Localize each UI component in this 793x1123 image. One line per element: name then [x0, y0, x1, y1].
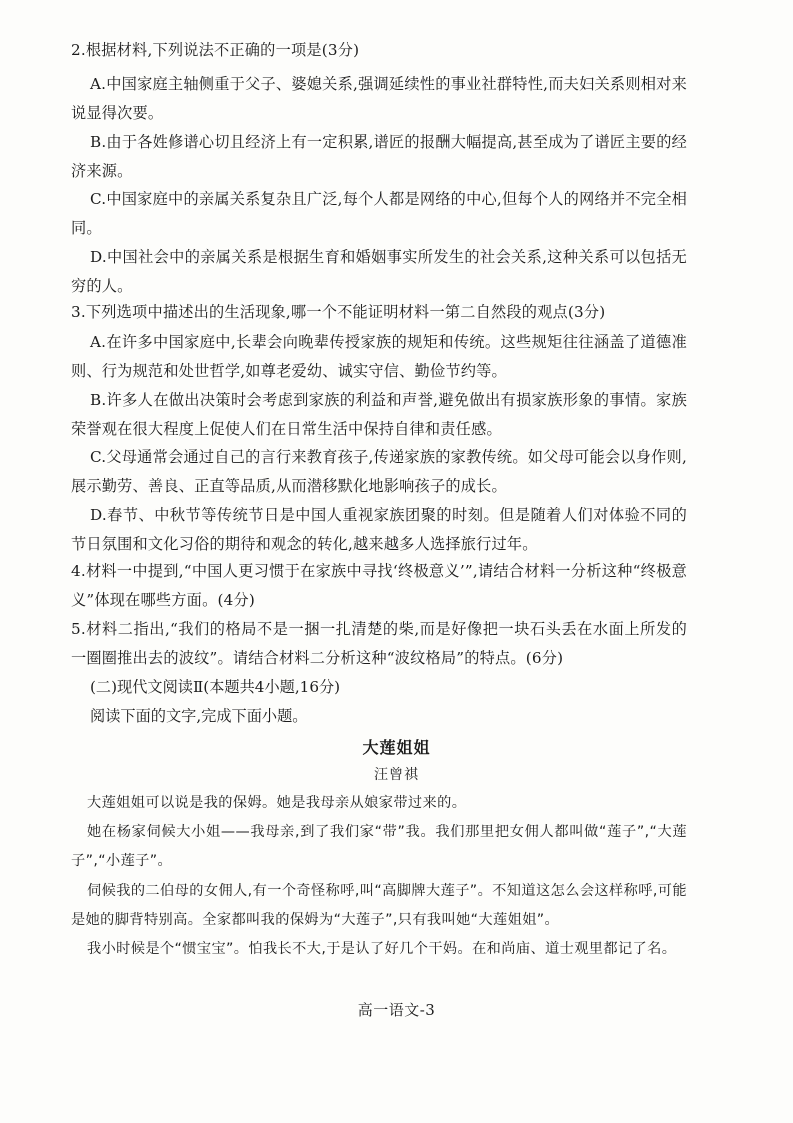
question-3-option-c: C.父母通常会通过自己的言行来教育孩子,传递家族的家教传统。如父母可能会以身作则,展示勤劳、善良、正直等品质,从而潜移默化地影响孩子的成长。: [71, 448, 687, 495]
story-paragraph-3: 伺候我的二伯母的女佣人,有一个奇怪称呼,叫“高脚牌大莲子”。不知道这怎么会这样称呼,可能是她的脚背特别高。全家都叫我的保姆为“大莲子”,只有我叫她“大莲姐姐”。: [71, 883, 687, 928]
section-heading: (二)现代文阅读Ⅱ(本题共4小题,16分): [90, 678, 341, 696]
question-3-option-b: B.许多人在做出决策时会考虑到家族的利益和声誉,避免做出有损家族形象的事情。家族荣誉观在很大程度上促使人们在日常生活中保持自律和责任感。: [71, 391, 687, 438]
story-paragraph-2: 她在杨家伺候大小姐——我母亲,到了我们家“带”我。我们那里把女佣人都叫做“莲子”,“大莲子”,“小莲子”。: [71, 824, 687, 869]
question-3-option-d: D.春节、中秋节等传统节日是中国人重视家族团聚的时刻。但是随着人们对体验不同的节日氛围和文化习俗的期待和观念的转化,越来越多人选择旅行过年。: [71, 506, 687, 553]
question-2-option-b: B.由于各姓修谱心切且经济上有一定积累,谱匠的报酬大幅提高,甚至成为了谱匠主要的经济来源。: [71, 133, 687, 180]
question-4: 4.材料一中提到,“中国人更习惯于在家族中寻找‘终极意义’”,请结合材料一分析这种“终极意义”体现在哪些方面。(4分): [71, 562, 687, 609]
story-paragraph-1: 大莲姐姐可以说是我的保姆。她是我母亲从娘家带过来的。: [87, 795, 467, 811]
question-5: 5.材料二指出,“我们的格局不是一捆一扎清楚的柴,而是好像把一块石头丢在水面上所发的一圈圈推出去的波纹”。请结合材料二分析这种“波纹格局”的特点。(6分): [71, 620, 687, 667]
question-2-option-d: D.中国社会中的亲属关系是根据生育和婚姻事实所发生的社会关系,这种关系可以包括无穷的人。: [71, 248, 687, 295]
story-paragraph-4: 我小时候是个“惯宝宝”。怕我长不大,于是认了好几个干妈。在和尚庙、道士观里都记了名。: [87, 941, 677, 957]
story-title: 大莲姐姐: [362, 738, 431, 757]
question-2-stem: 2.根据材料,下列说法不正确的一项是(3分): [71, 41, 360, 59]
question-2-option-c: C.中国家庭中的亲属关系复杂且广泛,每个人都是网络的中心,但每个人的网络并不完全相同。: [71, 190, 687, 237]
question-2-option-a: A.中国家庭主轴侧重于父子、婆媳关系,强调延续性的事业社群特性,而夫妇关系则相对来说显得次要。: [71, 75, 687, 122]
section-instruction: 阅读下面的文字,完成下面小题。: [90, 707, 308, 725]
question-3-stem: 3.下列选项中描述出的生活现象,哪一个不能证明材料一第二自然段的观点(3分): [71, 303, 606, 321]
story-author: 汪曾祺: [374, 767, 419, 783]
question-3-option-a: A.在许多中国家庭中,长辈会向晚辈传授家族的规矩和传统。这些规矩往往涵盖了道德准则、行为规范和处世哲学,如尊老爱幼、诚实守信、勤俭节约等。: [71, 333, 687, 380]
page-footer: 高一语文-3: [357, 1001, 436, 1019]
